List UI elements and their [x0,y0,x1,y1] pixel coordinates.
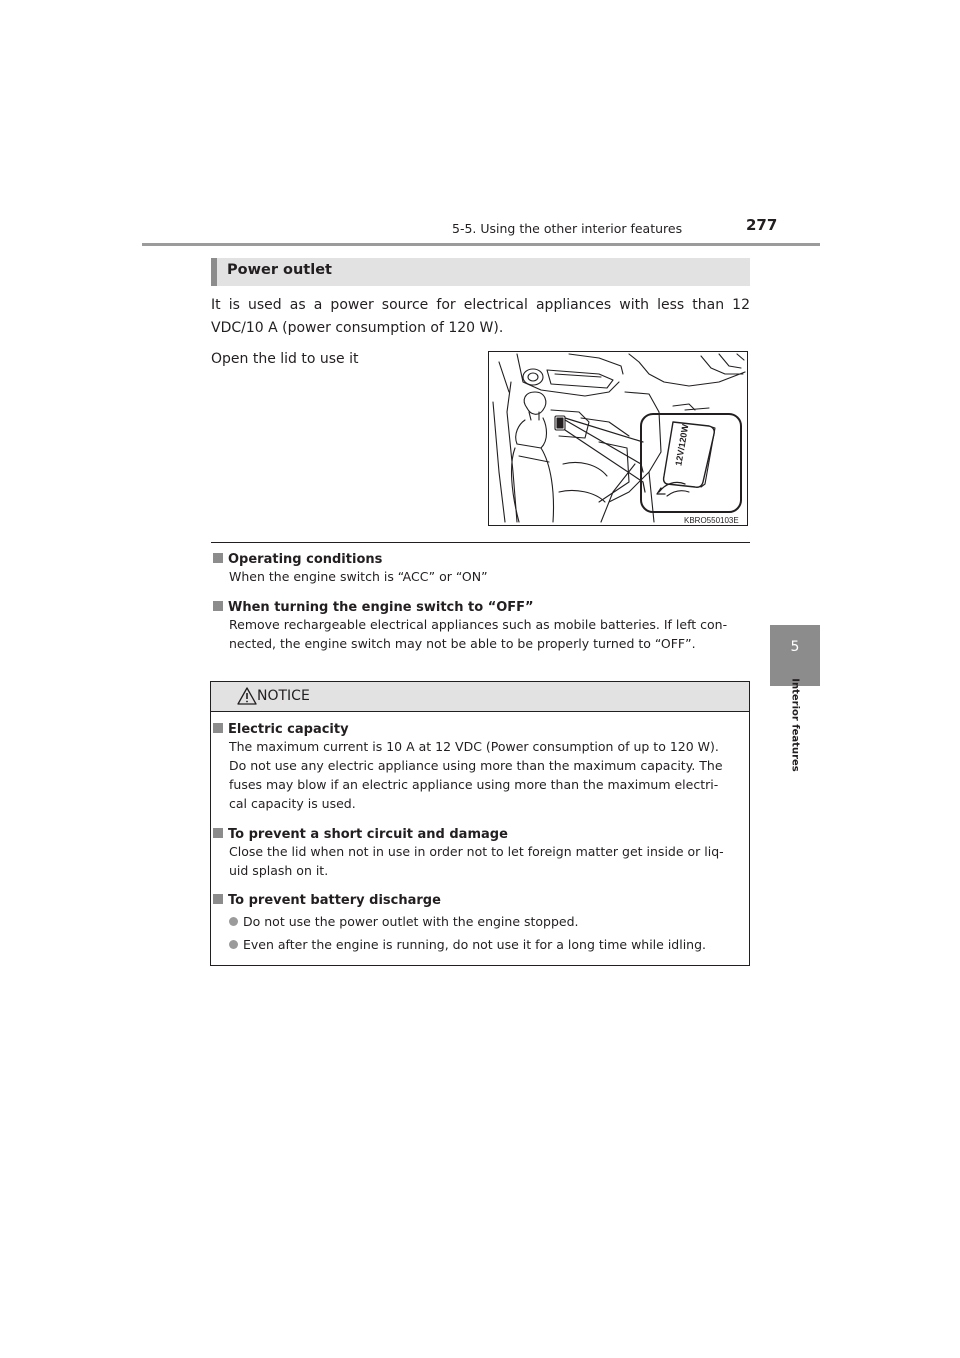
lid-label: 12V/120W [673,423,691,467]
section-title: Power outlet [227,262,332,278]
notice-header [211,682,749,712]
note-operating-conditions [213,552,750,586]
running-header-section: 5-5. Using the other interior features [452,221,683,236]
note-heading [213,600,750,615]
section-title-marker [211,258,217,286]
section-divider [211,542,750,543]
note-text: When the engine switch is “ACC” or “ON” [229,569,488,584]
section-title-band [211,258,750,286]
notice-item-short-circuit [213,827,747,880]
chapter-tab [770,625,820,684]
notice-item-heading [213,827,747,842]
note-text-line: Remove rechargeable electrical appliances such as mobile batteries. If left con- [229,617,728,632]
notice-bullet-item [213,935,747,954]
notice-box [210,681,750,966]
round-bullet-icon [229,917,238,926]
notice-text-line: The maximum current is 10 A at 12 VDC (Power consumption of up to 120 W). [229,739,719,754]
header-rule [142,243,820,246]
notice-item-electric-capacity [213,722,747,813]
square-bullet-icon [213,723,223,733]
notice-text-line: Do not use any electric appliance using more than the maximum capacity. The [229,758,723,773]
intro-paragraph: It is used as a power source for electrical appliances with less than 12 VDC/10 A (power consumption of 120 W). [211,297,750,336]
chapter-label: Interior features [789,678,801,772]
notice-item-heading-text: To prevent battery discharge [228,893,441,908]
figure-code: KBRO550103E [684,516,739,525]
square-bullet-icon [213,601,223,611]
notice-item-heading-text: Electric capacity [228,722,349,737]
round-bullet-icon [229,940,238,949]
warning-triangle-icon [237,687,257,705]
square-bullet-icon [213,828,223,838]
note-heading-text: Operating conditions [228,552,383,567]
notice-bullet-text: Do not use the power outlet with the engine stopped. [243,914,579,929]
notice-item-heading [213,722,747,737]
power-outlet-illustration [488,351,748,526]
page-number: 277 [746,216,778,234]
notice-item-heading [213,893,747,908]
notice-text-line: cal capacity is used. [229,796,356,811]
chapter-number: 5 [790,639,800,655]
notice-text-line: fuses may blow if an electric appliance using more than the maximum electri- [229,777,719,792]
note-heading-text: When turning the engine switch to “OFF” [228,600,534,615]
notice-bullet-item [213,912,747,931]
notice-item-battery-discharge [213,893,747,954]
note-text-line: nected, the engine switch may not be able to be properly turned to “OFF”. [229,636,696,651]
notice-text-line: Close the lid when not in use in order not to let foreign matter get inside or liq- [229,844,724,859]
notice-title: NOTICE [257,688,310,704]
notice-bullet-text: Even after the engine is running, do not use it for a long time while idling. [243,937,707,952]
instruction-text: Open the lid to use it [211,351,359,367]
note-heading [213,552,750,567]
square-bullet-icon [213,553,223,563]
notice-text-line: uid splash on it. [229,863,329,878]
notice-item-heading-text: To prevent a short circuit and damage [228,827,508,842]
square-bullet-icon [213,894,223,904]
console-drawing [489,352,748,526]
note-engine-switch-off [213,600,750,653]
